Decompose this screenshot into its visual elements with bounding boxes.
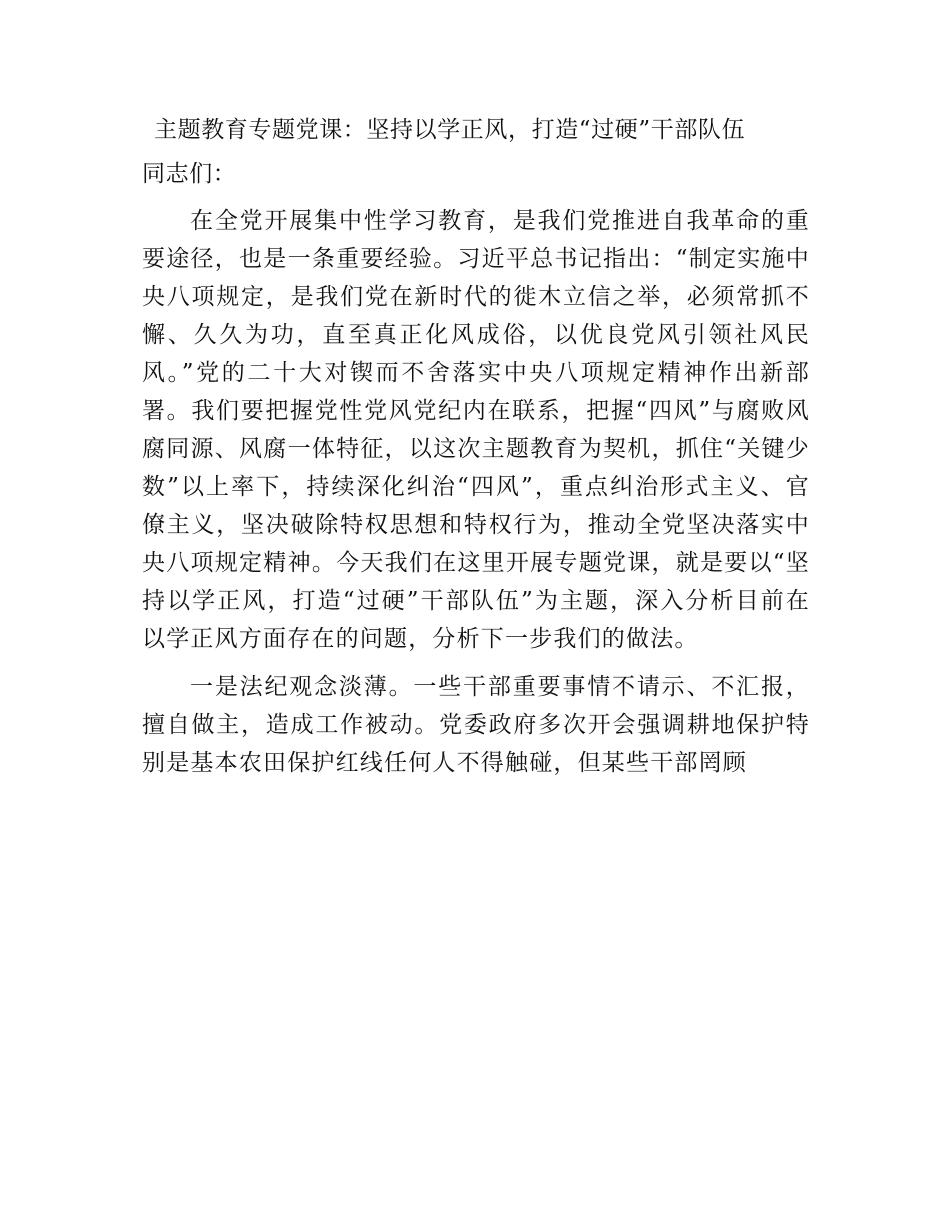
salutation: 同志们： bbox=[142, 161, 237, 187]
document-title: 主题教育专题党课：坚持以学正风，打造“过硬”干部队伍 bbox=[154, 117, 746, 143]
document-body bbox=[142, 108, 810, 792]
paragraph-point-one: 一是法纪观念淡薄。一些干部重要事情不请示、不汇报，擅自做主，造成工作被动。党委政府多次开会强调耕地保护特别是基本农田保护红线任何人不得触碰，但某些干部罔顾 bbox=[142, 674, 810, 776]
paragraph-intro: 在全党开展集中性学习教育，是我们党推进自我革命的重要途径，也是一条重要经验。习近平总书记指出：“制定实施中央八项规定，是我们党在新时代的徙木立信之举，必须常抓不懈、久久为功，直至真正化风成俗，以优良党风引领社风民风。”党的二十大对锲而不舍落实中央八项规定精神作出新部署。我们要把握党性党风党纪内在联系，把握“四风”与腐败风腐同源、风腐一体特征，以这次主题教育为契机，抓住“关键少数”以上率下，持续深化纠治“四风”，重点纠治形式主义、官僚主义，坚决破除特权思想和特权行为，推动全党坚决落实中央八项规定精神。今天我们在这里开展专题党课，就是要以“坚持以学正风，打造“过硬”干部队伍”为主题，深入分析目前在以学正风方面存在的问题，分析下一步我们的做法。 bbox=[142, 208, 810, 652]
